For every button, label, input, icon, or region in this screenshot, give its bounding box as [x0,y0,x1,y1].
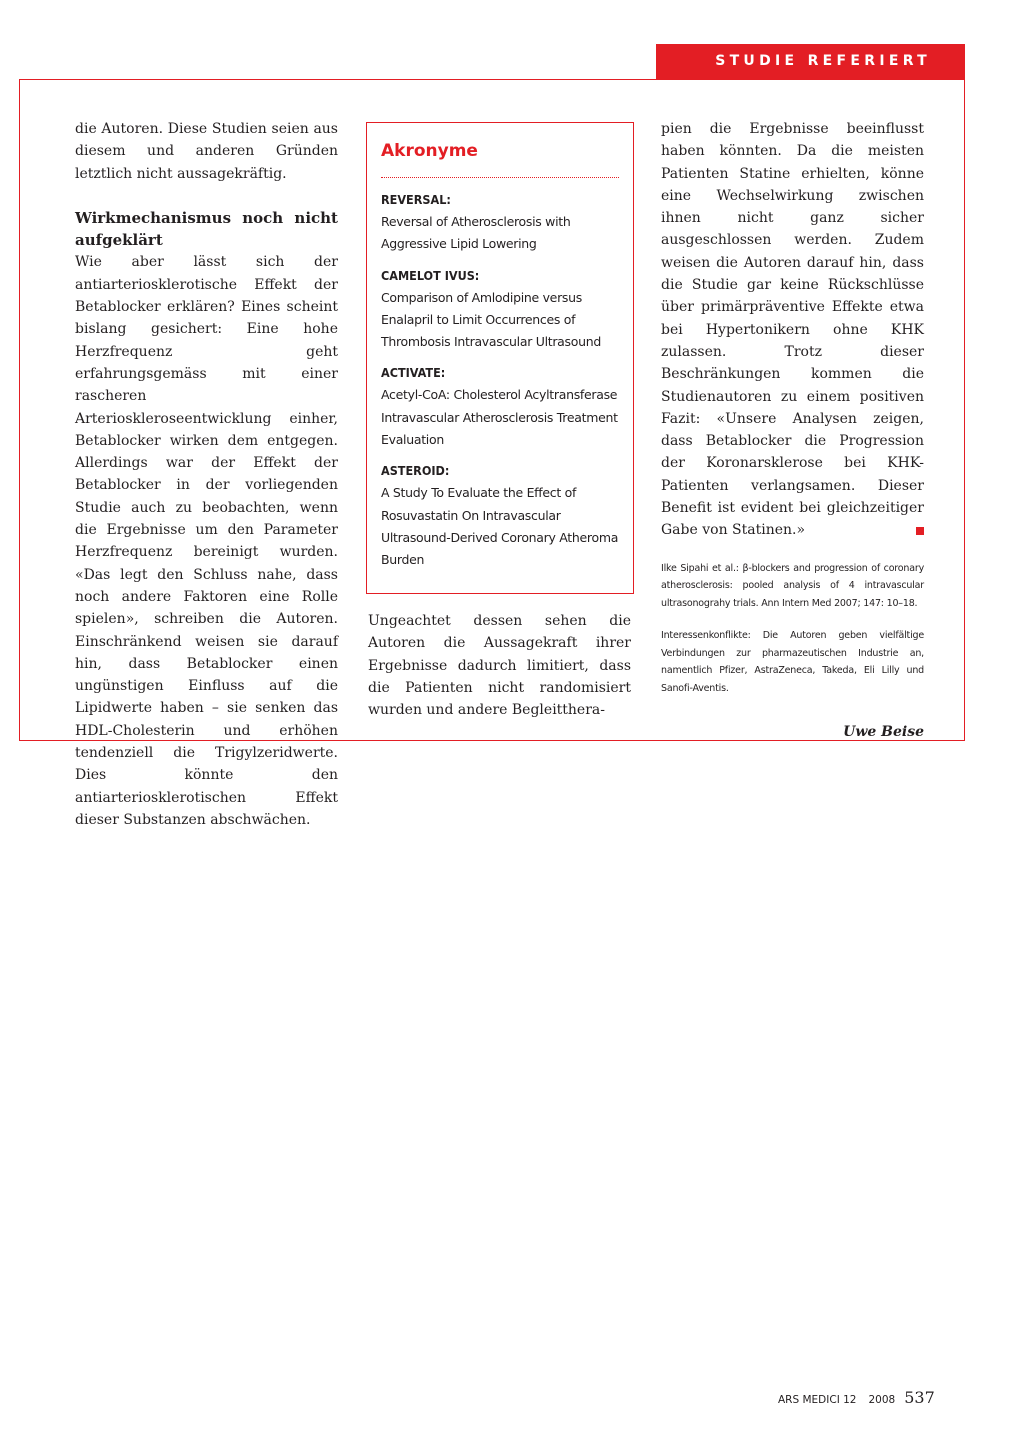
right-paragraph-text: pien die Ergebnisse beeinflusst haben könnten. Da die meisten Patienten Statine erhielten, könne eine Wechselwirkung zwischen ihnen nicht ganz sicher ausgeschlossen werden. Zudem weisen die Autoren darauf hin, dass die Studie gar keine Rückschlüsse über primärpräventive Effekte etwa bei Hypertonikern ohne KHK zulassen. Trotz dieser Beschränkungen kommen die Studienautoren zu einem positiven Fazit: «Unsere Analysen zeigen, dass Betablocker die Progression der Koronarsklerose bei KHK-Patienten verlangsamen. Dieser Benefit ist evident bei gleichzeitiger Gabe von Statinen.» [661,121,924,539]
section-tag: STUDIE REFERIERT [656,44,965,79]
acronym-term: REVERSAL: [381,192,451,207]
acronym-definition: Comparison of Amlodipine versus Enalapril to Limit Occurrences of Thrombosis Intravascular Ultrasound [381,289,601,350]
acronym-item [381,362,621,451]
author-signature: Uwe Beise [843,724,924,741]
page-number: 537 [904,1388,935,1407]
dotted-divider [381,177,619,178]
reference: Ilke Sipahi et al.: β-blockers and progression of coronary atherosclerosis: pooled analysis of 4 intravascular ultrasonograhy trials. Ann Intern Med 2007; 147: 10–18. [661,562,924,609]
page-footer [778,1388,935,1407]
right-paragraph [661,118,924,542]
box-title: Akronyme [381,141,478,161]
left-paragraph-1: die Autoren. Diese Studien seien aus diesem und anderen Gründen letztlich nicht aussagekräftig. [75,121,338,182]
acronyms-box [366,122,634,594]
acronym-definition: Acetyl-CoA: Cholesterol Acyltransferase Intravascular Atherosclerosis Treatment Evaluation [381,387,618,448]
journal-name: ARS MEDICI 12 [778,1394,857,1406]
acronym-item [381,189,621,256]
acronym-definition: A Study To Evaluate the Effect of Rosuvastatin On Intravascular Ultrasound-Derived Coronary Atheroma Burden [381,485,619,568]
acronym-term: CAMELOT IVUS: [381,267,480,283]
left-column [75,118,338,831]
right-column [661,118,924,743]
conflict-statement: Interessenkonflikte: Die Autoren geben vielfältige Verbindungen zur pharmazeutischen Industrie an, namentlich Pfizer, AstraZeneca, Takeda, Eli Lilly und Sanofi-Aventis. [661,630,924,694]
journal-year: 2008 [868,1394,896,1406]
acronym-item [381,460,621,571]
middle-column [368,610,631,721]
subheading: Wirkmechanismus noch nicht aufgeklärt [75,208,338,250]
acronym-list [381,189,621,581]
acronym-item [381,265,621,354]
acronym-term: ASTEROID: [381,463,450,479]
acronym-definition: Reversal of Atherosclerosis with Aggressive Lipid Lowering [381,214,571,252]
middle-paragraph: Ungeachtet dessen sehen die Autoren die Aussagekraft ihrer Ergebnisse dadurch limitiert, dass die Patienten nicht randomisiert wurden und andere Begleitthera- [368,613,631,719]
end-mark-icon [916,527,924,535]
left-paragraph-2: Wie aber lässt sich der antiarteriosklerotische Effekt der Betablocker erklären? Eines scheint bislang gesichert: Eine hohe Herzfrequenz geht erfahrungsgemäss mit einer rascheren Arterioskleroseentwicklung einher, Betablocker wirken dem entgegen. Allerdings war der Effekt der Betablocker in der vorliegenden Studie auch zu beobachten, wenn die Ergebnisse um den Parameter Herzfrequenz bereinigt wurden. «Das legt den Schluss nahe, dass noch andere Faktoren eine Rolle spielen», schreiben die Autoren. Einschränkend weisen sie darauf hin, dass Betablocker einen ungünstigen Einfluss auf die Lipidwerte haben – sie senken das HDL-Cholesterin und erhöhen tendenziell die Trigylzeridwerte. Dies könnte den antiarteriosklerotischen Effekt dieser Substanzen abschwächen. [75,254,338,828]
acronym-term: ACTIVATE: [381,365,446,381]
